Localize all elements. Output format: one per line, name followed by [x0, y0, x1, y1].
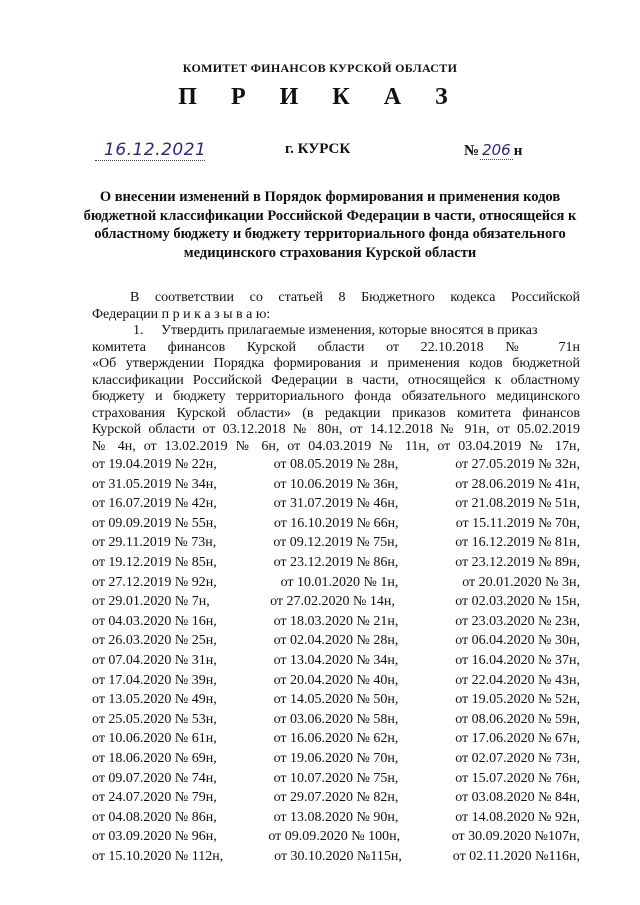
item-1-first-line-text: Утвердить прилагаемые изменения, которые вносятся в приказ — [161, 323, 538, 338]
amendment-row — [92, 788, 580, 808]
item-1-lines — [92, 340, 580, 456]
number-value: 206 — [482, 141, 511, 159]
amendment-row — [92, 847, 580, 867]
amendment-row — [92, 553, 580, 573]
amendment-entry: от 09.07.2020 № 74н, — [92, 770, 217, 786]
amendment-entry: от 25.05.2020 № 53н, — [92, 711, 217, 727]
amendment-entry: от 19.06.2020 № 70н, — [273, 750, 399, 766]
amendment-row — [92, 631, 580, 651]
amendment-row — [92, 455, 580, 475]
item-1-line: бюджету и бюджету территориального фонда обязательного медицинского — [92, 389, 580, 404]
amendment-entry: от 15.11.2019 № 70н, — [455, 515, 580, 531]
amendment-entry: от 23.12.2019 № 86н, — [273, 554, 399, 570]
amendment-entry: от 03.09.2020 № 96н, — [92, 829, 217, 845]
amendment-entry: от 31.07.2019 № 46н, — [273, 496, 399, 512]
amendment-entry: от 16.07.2019 № 42н, — [92, 496, 217, 512]
amendment-entry: от 09.12.2019 № 75н, — [273, 535, 399, 551]
order-heading: О внесении изменений в Порядок формирования и применения кодов бюджетной классификации Российской Федерации в части, относящейся к областному бюджету и бюджету территориального фонда обязательного медицинского страхования Курской области — [83, 189, 577, 261]
amendment-row — [92, 592, 580, 612]
amendment-entry: от 18.03.2020 № 21н, — [273, 613, 399, 629]
amendment-entry: от 14.08.2020 № 92н, — [455, 809, 580, 825]
amendment-entry: от 24.07.2020 № 79н, — [92, 790, 217, 806]
amendment-entry: от 07.04.2020 № 31н, — [92, 652, 217, 668]
amendment-entry: от 23.03.2020 № 23н, — [455, 613, 580, 629]
amendment-entry: от 13.05.2020 № 49н, — [92, 692, 217, 708]
amendment-entry: от 29.07.2020 № 82н, — [273, 790, 399, 806]
amendment-entry: от 08.06.2020 № 59н, — [455, 711, 580, 727]
date-underline — [95, 160, 205, 161]
amendment-entry: от 19.12.2019 № 85н, — [92, 554, 217, 570]
amendment-entry: от 15.10.2020 № 112н, — [92, 848, 224, 864]
amendment-entry: от 31.05.2019 № 34н, — [92, 476, 217, 492]
amendment-entry: от 27.05.2019 № 32н, — [455, 457, 580, 472]
item-1-line: Курской области от 03.12.2018 № 80н, от 14.12.2018 № 91н, от 05.02.2019 — [92, 422, 580, 437]
amendment-entry: от 29.11.2019 № 73н, — [92, 535, 217, 551]
document-title: П Р И К А З — [178, 84, 462, 110]
amendment-entry: от 04.08.2020 № 86н, — [92, 809, 217, 825]
city-label: г. КУРСК — [285, 141, 351, 157]
number-sign: № — [464, 143, 480, 159]
amendment-entry: от 14.05.2020 № 50н, — [273, 692, 399, 708]
amendment-entry: от 27.02.2020 № 14н, — [270, 594, 395, 610]
amendment-entry: от 23.12.2019 № 89н, — [455, 554, 580, 570]
amendment-row — [92, 671, 580, 691]
preamble-line-1: В соответствии со статьей 8 Бюджетного кодекса Российской — [130, 290, 580, 305]
amendment-entry: от 02.11.2020 №116н, — [452, 848, 580, 864]
item-1-number: 1. — [133, 323, 144, 338]
amendment-entry: от 19.04.2019 № 22н, — [92, 457, 217, 472]
item-1-line: «Об утверждении Порядка формирования и применения кодов бюджетной — [92, 356, 580, 371]
item-1-first-line — [92, 323, 580, 340]
amendment-row — [92, 573, 580, 593]
amendment-entry: от 26.03.2020 № 25н, — [92, 633, 217, 649]
amendment-entry: от 22.04.2020 № 43н, — [455, 672, 580, 688]
amendment-row — [92, 514, 580, 534]
order-date: 16.12.2021 — [104, 140, 207, 160]
amendment-entry: от 09.09.2020 № 100н, — [268, 829, 401, 845]
amendment-row — [92, 710, 580, 730]
amendment-entry: от 10.06.2019 № 36н, — [273, 476, 399, 492]
amendment-entry: от 10.07.2020 № 75н, — [273, 770, 399, 786]
amendment-entry: от 08.05.2019 № 28н, — [273, 457, 399, 472]
amendment-entry: от 17.06.2020 № 67н, — [455, 731, 580, 747]
amendment-row — [92, 827, 580, 847]
amendment-entry: от 16.10.2019 № 66н, — [273, 515, 399, 531]
number-suffix: н — [513, 143, 523, 159]
amendment-entry: от 09.09.2019 № 55н, — [92, 515, 217, 531]
item-1-line: № 4н, от 13.02.2019 № 6н, от 04.03.2019 № 11н, от 03.04.2019 № 17н, — [92, 438, 580, 454]
order-number — [464, 141, 522, 160]
item-1-line: страхования Курской области» (в редакции приказов комитета финансов — [92, 405, 580, 421]
amendment-entry: от 29.01.2020 № 7н, — [92, 594, 210, 610]
amendment-entry: от 02.07.2020 № 73н, — [455, 750, 580, 766]
amendment-row — [92, 808, 580, 828]
item-1-line: классификации Российской Федерации в части, относящейся к областному — [92, 372, 580, 388]
amendment-entry: от 17.04.2020 № 39н, — [92, 672, 217, 688]
amendment-row — [92, 729, 580, 749]
amendment-entry: от 10.06.2020 № 61н, — [92, 731, 217, 747]
amendment-row — [92, 475, 580, 495]
organization-name: КОМИТЕТ ФИНАНСОВ КУРСКОЙ ОБЛАСТИ — [182, 61, 458, 75]
amendment-entry: от 03.06.2020 № 58н, — [273, 711, 399, 727]
amendment-entry: от 02.04.2020 № 28н, — [273, 633, 399, 649]
amendment-entry: от 28.06.2019 № 41н, — [455, 476, 580, 492]
amendment-entry: от 10.01.2020 № 1н, — [280, 574, 399, 590]
amendment-entry: от 20.01.2020 № 3н, — [462, 574, 580, 590]
amendment-entry: от 06.04.2020 № 30н, — [455, 633, 580, 649]
amendment-entry: от 13.08.2020 № 90н, — [273, 809, 399, 825]
amendment-entry: от 30.10.2020 №115н, — [274, 848, 402, 864]
amendment-row — [92, 494, 580, 514]
amendment-entry: от 19.05.2020 № 52н, — [455, 692, 580, 708]
amendment-entry: от 04.03.2020 № 16н, — [92, 613, 217, 629]
amendment-entry: от 16.04.2020 № 37н, — [455, 652, 580, 668]
amendment-entry: от 13.04.2020 № 34н, — [273, 652, 399, 668]
amendment-row — [92, 651, 580, 671]
amendment-row — [92, 690, 580, 710]
amendment-entry: от 27.12.2019 № 92н, — [92, 574, 217, 590]
amendment-entry: от 30.09.2020 №107н, — [451, 829, 580, 845]
amendment-entry: от 16.06.2020 № 62н, — [273, 731, 399, 747]
item-1-line: комитета финансов Курской области от 22.10.2018 № 71н — [92, 339, 580, 355]
amendment-entry: от 18.06.2020 № 69н, — [92, 750, 217, 766]
amendment-entry: от 03.08.2020 № 84н, — [455, 790, 580, 806]
amendment-row — [92, 612, 580, 632]
amendment-list — [92, 455, 580, 866]
amendment-entry: от 16.12.2019 № 81н, — [455, 535, 580, 551]
amendment-row — [92, 769, 580, 789]
amendment-entry: от 20.04.2020 № 40н, — [273, 672, 399, 688]
amendment-row — [92, 533, 580, 553]
order-body — [92, 290, 580, 866]
preamble-line-2: Федерации п р и к а з ы в а ю: — [92, 306, 271, 322]
amendment-entry: от 21.08.2019 № 51н, — [455, 496, 580, 512]
amendment-entry: от 15.07.2020 № 76н, — [455, 770, 580, 786]
amendment-row — [92, 749, 580, 769]
amendment-entry: от 02.03.2020 № 15н, — [455, 594, 580, 610]
